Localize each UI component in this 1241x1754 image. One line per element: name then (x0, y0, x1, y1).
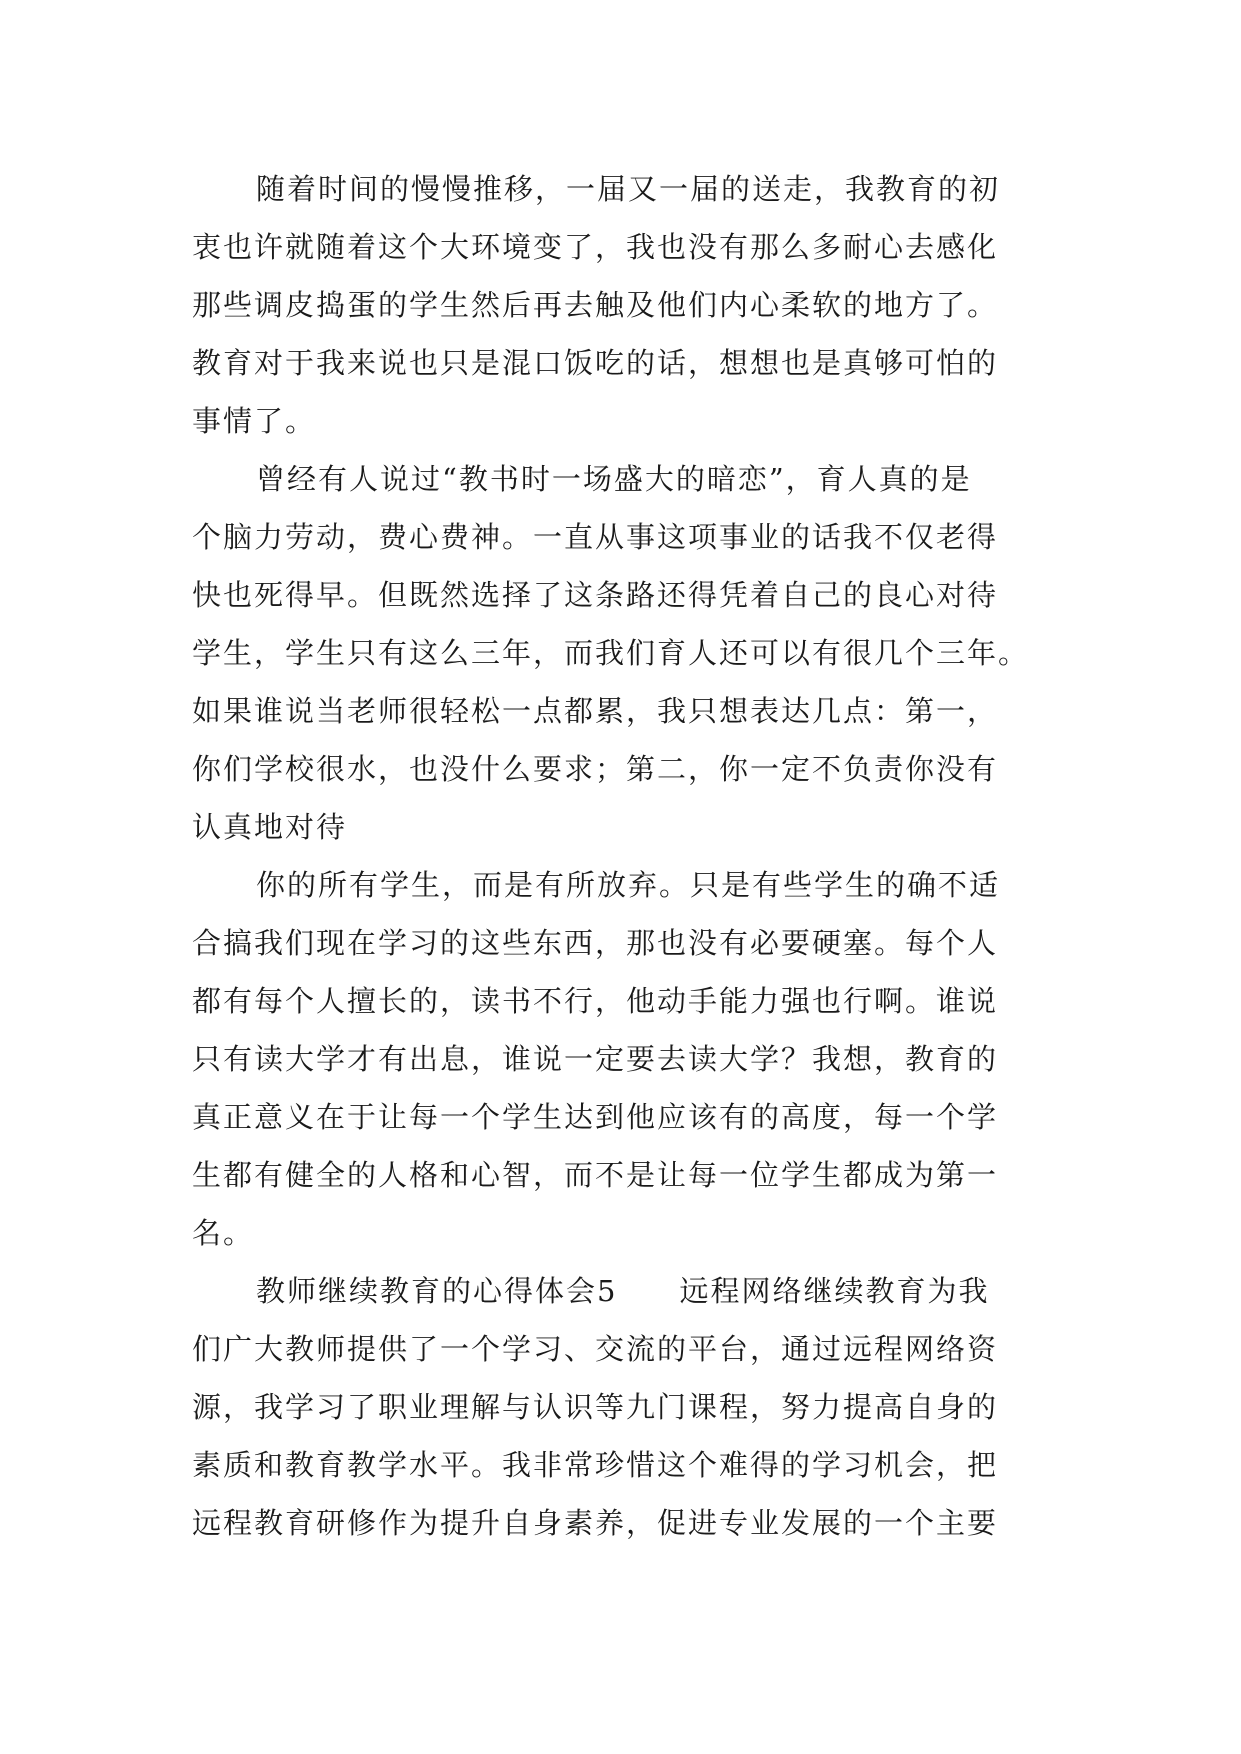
paragraph-3 (192, 856, 1060, 1262)
text-line: 如果谁说当老师很轻松一点都累，我只想表达几点：第一， (192, 694, 999, 728)
document-body (192, 160, 1060, 1552)
text-line: 个脑力劳动，费心费神。一直从事这项事业的话我不仅老得 (192, 520, 999, 554)
paragraph-1 (192, 160, 1060, 450)
text-line: 事情了。 (192, 404, 317, 438)
text-line: 随着时间的慢慢推移，一届又一届的送走，我教育的初 (256, 172, 1001, 206)
text-line: 快也死得早。但既然选择了这条路还得凭着自己的良心对待 (192, 578, 999, 612)
text-line: 曾经有人说过“教书时一场盛大的暗恋”，育人真的是 (256, 462, 972, 496)
text-line: 那些调皮捣蛋的学生然后再去触及他们内心柔软的地方了。 (192, 288, 999, 322)
text-line: 衷也许就随着这个大环境变了，我也没有那么多耐心去感化 (192, 230, 999, 264)
text-line: 教师继续教育的心得体会5 远程网络继续教育为我 (256, 1274, 990, 1308)
text-line: 只有读大学才有出息，谁说一定要去读大学？我想，教育的 (192, 1042, 999, 1076)
text-line: 源，我学习了职业理解与认识等九门课程，努力提高自身的 (192, 1390, 999, 1424)
text-line: 们广大教师提供了一个学习、交流的平台，通过远程网络资 (192, 1332, 999, 1366)
text-line: 你的所有学生，而是有所放弃。只是有些学生的确不适 (256, 868, 1001, 902)
text-line: 合搞我们现在学习的这些东西，那也没有必要硬塞。每个人 (192, 926, 999, 960)
paragraph-2 (192, 450, 1060, 856)
text-line: 认真地对待 (192, 810, 348, 844)
text-line: 真正意义在于让每一个学生达到他应该有的高度，每一个学 (192, 1100, 999, 1134)
text-line: 都有每个人擅长的，读书不行，他动手能力强也行啊。谁说 (192, 984, 999, 1018)
text-line: 素质和教育教学水平。我非常珍惜这个难得的学习机会，把 (192, 1448, 999, 1482)
text-line: 生都有健全的人格和心智，而不是让每一位学生都成为第一 (192, 1158, 999, 1192)
text-line: 学生，学生只有这么三年，而我们育人还可以有很几个三年。 (192, 636, 1030, 670)
text-line: 教育对于我来说也只是混口饭吃的话，想想也是真够可怕的 (192, 346, 999, 380)
paragraph-4 (192, 1262, 1060, 1552)
text-line: 你们学校很水，也没什么要求；第二，你一定不负责你没有 (192, 752, 999, 786)
text-line: 名。 (192, 1216, 255, 1250)
text-line: 远程教育研修作为提升自身素养，促进专业发展的一个主要 (192, 1506, 999, 1540)
